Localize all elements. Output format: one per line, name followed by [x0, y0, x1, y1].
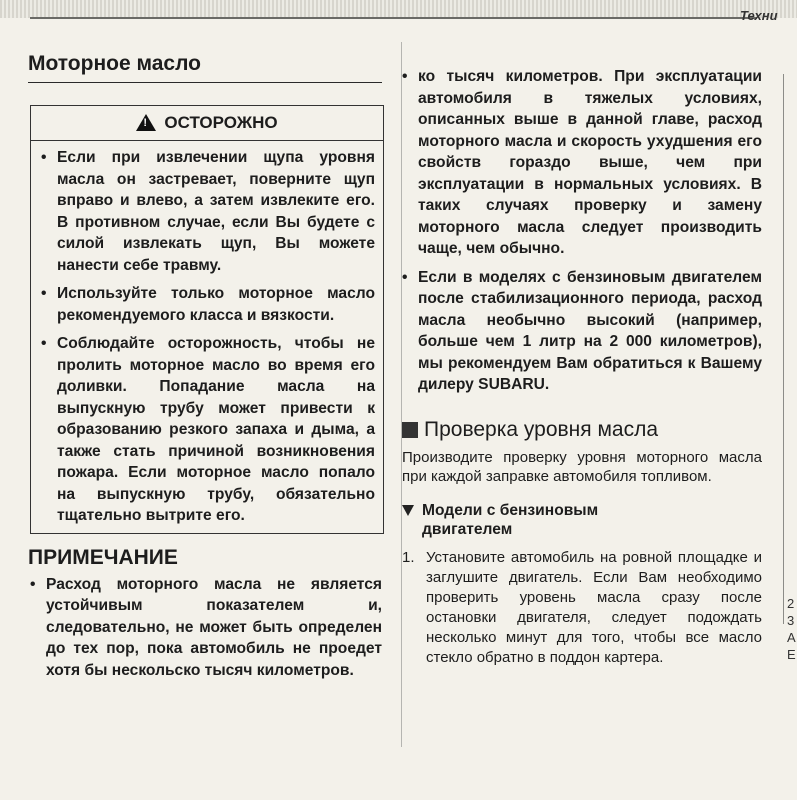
check-section-heading: [400, 418, 762, 442]
numbered-step: [400, 548, 762, 668]
square-bullet-icon: [402, 422, 418, 438]
warning-bullet: • Соблюдайте осторожность, чтобы не пролить моторное масло во время его доливки. Попадание масла на выпускную трубу может привести к образованию резкого запаха и дыма, а также стать причиной возникновения пожара. Если моторное масло попало на выпускную трубу, обязательно тщательно вытрите его.: [39, 333, 375, 527]
note-body: [28, 574, 382, 682]
step-number: 1.: [402, 548, 415, 566]
edge-letter: E: [787, 647, 796, 662]
top-band: [0, 0, 797, 18]
warning-box: [30, 105, 384, 534]
running-header: Техни: [740, 8, 778, 23]
check-intro: Производите проверку уровня моторного масла при каждой заправке автомобиля топливом.: [402, 448, 762, 485]
warning-body: [31, 141, 383, 533]
warning-header: [31, 106, 383, 141]
subsection-heading: [400, 501, 762, 540]
subsection-title: Модели с бензиновым двигателем: [422, 501, 599, 538]
right-column: [400, 66, 762, 668]
edge-letter: 3: [787, 613, 795, 628]
next-page-edge: [783, 74, 797, 624]
check-section-title: Проверка уровня масла: [424, 417, 659, 441]
edge-letter: A: [787, 630, 796, 645]
note-continuation: • ко тысяч километров. При эксплуатации автомобиля в тяжелых условиях, описанных выше в данной главе, расход моторного масла и скорость ухудшения его свойств гораздо выше, чем при эксплуатации в нормальных условиях. В таких случаях проверку и замену моторного масла следует производить чаще, чем обычно.: [400, 66, 762, 260]
note-bullet: • Если в моделях с бензиновым двигателем после стабилизационного периода, расход масла необычно высокий (например, больше чем 1 литр на 2 000 километров), мы рекомендуем Вам обратиться к Вашему дилеру SUBARU.: [400, 267, 762, 396]
note-title: ПРИМЕЧАНИЕ: [28, 545, 178, 569]
warning-bullet: • Если при извлечении щупа уровня масла он застревает, поверните щуп вправо и влево, а затем извлеките его. В противном случае, если Вы будете с силой извлекать щуп, Вы можете нанести себе травму.: [39, 147, 375, 276]
step-text: Установите автомобиль на ровной площадке и заглушите двигатель. Если Вам необходимо проверить уровень масла сразу после остановки двигателя, следует подождать несколько минут для того, чтобы все масло стекло обратно в поддон картера.: [426, 548, 762, 666]
warning-title: ОСТОРОЖНО: [164, 113, 278, 132]
warning-triangle-icon: [136, 114, 156, 131]
note-bullet: • Расход моторного масла не является устойчивым показателем и, следовательно, не может быть определен до тех пор, пока автомобиль не проедет хотя бы нескольско тысяч километров.: [28, 574, 382, 682]
warning-bullet: • Используйте только моторное масло рекомендуемого класса и вязкости.: [39, 283, 375, 326]
section-title: Моторное масло: [28, 52, 382, 83]
next-page-edge-letters: [787, 595, 797, 663]
edge-letter: 2: [787, 596, 795, 611]
down-triangle-icon: [402, 505, 414, 516]
header-rule: [30, 17, 757, 19]
left-column: [28, 52, 382, 688]
